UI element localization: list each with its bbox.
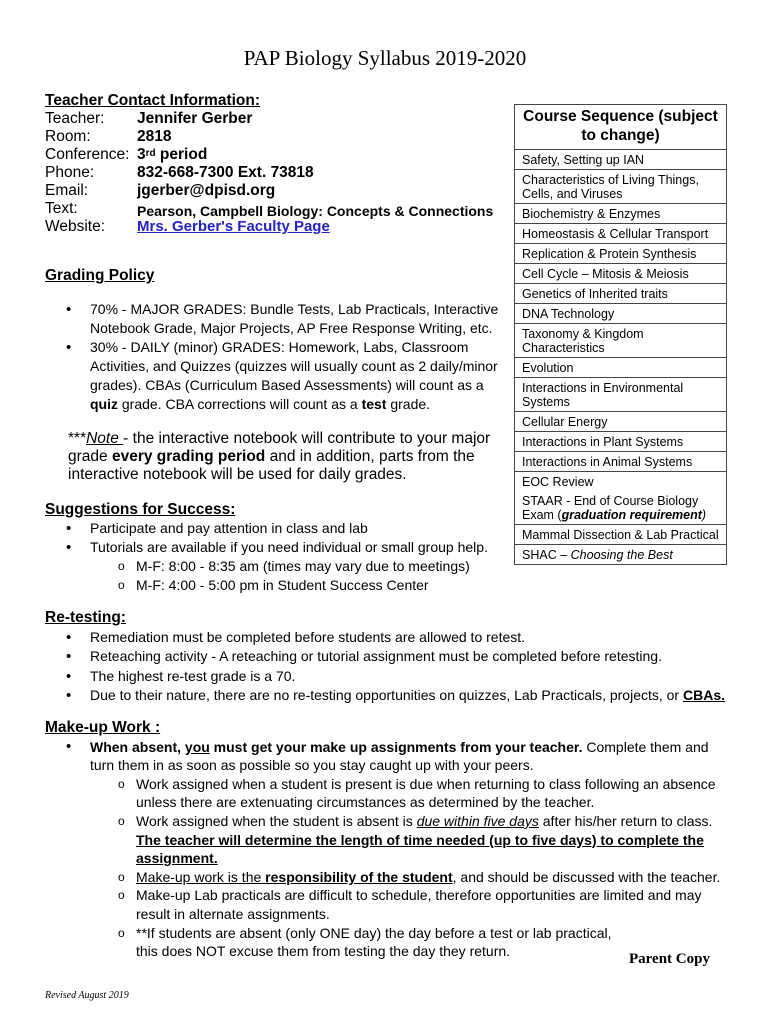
teacher-name: Jennifer Gerber (137, 110, 253, 127)
daily-text-3: grade. (386, 396, 431, 412)
sequence-item: Cellular Energy (515, 412, 726, 432)
staar-text: STAAR - End of Course Biology Exam ( (522, 494, 699, 522)
sequence-item: Homeostasis & Cellular Transport (515, 224, 726, 244)
makeup-text-2: must get your make up assignments from your teacher. (209, 738, 583, 755)
shac-text: SHAC – (522, 548, 571, 562)
suggestion-item: • Tutorials are available if you need individual or small group help. (45, 538, 515, 557)
course-sequence-heading: Course Sequence (subject to change) (515, 105, 726, 150)
phone-label: Phone: (45, 164, 95, 181)
conference-rest: period (155, 146, 208, 163)
teacher-label: Teacher: (45, 110, 105, 127)
note-text-2: and in addition, parts from the interactive notebook will be used for daily grades. (68, 448, 475, 483)
contact-heading: Teacher Contact Information: (45, 92, 261, 109)
sequence-item: Replication & Protein Synthesis (515, 244, 726, 264)
sequence-item: Interactions in Environmental Systems (515, 378, 726, 412)
makeup-sub-text-2: after his/her return to class. (538, 812, 713, 829)
makeup-sub-text-3: Make-up work is the (136, 868, 266, 885)
graduation-requirement: graduation requirement (561, 508, 702, 522)
note-text: - the interactive notebook will contribute to your major grade (68, 430, 491, 465)
makeup-sub-text: Work assigned when the student is absent is (136, 812, 417, 829)
grading-policy-section (45, 266, 505, 414)
text-label: Text: (45, 200, 78, 217)
conference-period (137, 146, 207, 164)
quiz-word: quiz (90, 396, 118, 412)
retest-text: Due to their nature, there are no re-testing opportunities on quizzes, Lab Practicals, projects, or (90, 687, 683, 703)
retest-item: • Remediation must be completed before students are allowed to retest. (45, 628, 745, 648)
notebook-note (68, 430, 508, 484)
email-address: jgerber@dpisd.org (137, 182, 276, 199)
sequence-item: Biochemistry & Enzymes (515, 204, 726, 224)
makeup-sub-text-4: , and should be discussed with the teacher. (452, 868, 721, 885)
grading-item-major: • 70% - MAJOR GRADES: Bundle Tests, Lab Practicals, Interactive Notebook Grade, Major Projects, AP Free Response Writing, etc. (45, 300, 505, 338)
test-word: test (361, 396, 387, 412)
email-label: Email: (45, 182, 89, 199)
five-days: due within five days (416, 812, 539, 829)
retesting-heading: Re-testing: (45, 609, 126, 626)
sequence-item: DNA Technology (515, 304, 726, 324)
teacher-determines: The teacher will determine the length of time needed (up to five days) to complete the assignment. (136, 831, 704, 867)
sequence-item: Genetics of Inherited traits (515, 284, 726, 304)
tutorial-time: o M-F: 4:00 - 5:00 pm in Student Success Center (45, 576, 515, 595)
textbook-name: Pearson, Campbell Biology: Concepts & Connections (137, 203, 494, 219)
retest-item: • The highest re-test grade is a 70. (45, 667, 745, 687)
student-responsibility: responsibility of the student (265, 868, 453, 885)
note-label: Note (86, 430, 124, 447)
makeup-text: When absent, (90, 738, 185, 755)
sequence-item (515, 545, 726, 564)
retest-item (45, 686, 745, 706)
sequence-item: Interactions in Plant Systems (515, 432, 726, 452)
grading-item-daily (45, 338, 505, 414)
makeup-main-item (45, 738, 735, 775)
makeup-heading: Make-up Work : (45, 719, 161, 736)
makeup-sub-item (45, 868, 735, 887)
website-label: Website: (45, 218, 106, 235)
parent-copy-label: Parent Copy (629, 951, 710, 967)
conference-number: 3 (137, 146, 146, 163)
cbas-word: CBAs. (682, 687, 725, 703)
sequence-item: Evolution (515, 358, 726, 378)
note-emphasis: every grading period (111, 448, 266, 465)
teacher-contact (45, 92, 493, 236)
makeup-sub-item: o Make-up Lab practicals are difficult to schedule, therefore opportunities are limited and may result in alternate assignments. (45, 886, 735, 923)
makeup-sub-item (45, 812, 735, 868)
conference-label: Conference: (45, 146, 130, 163)
retest-item: • Reteaching activity - A reteaching or tutorial assignment must be completed before retesting. (45, 647, 745, 667)
daily-text-2: grade. CBA corrections will count as a (118, 396, 362, 412)
sequence-item: Safety, Setting up IAN (515, 150, 726, 170)
room-number: 2818 (137, 128, 172, 145)
sequence-item: Interactions in Animal Systems (515, 452, 726, 472)
note-stars: *** (68, 430, 87, 447)
sequence-item (515, 491, 726, 525)
you-word: you (184, 738, 210, 755)
shac-program: Choosing the Best (570, 548, 673, 562)
room-label: Room: (45, 128, 91, 145)
conference-suffix: rd (145, 148, 156, 159)
sequence-item: Cell Cycle – Mitosis & Meiosis (515, 264, 726, 284)
daily-text: 30% - DAILY (minor) GRADES: Homework, Labs, Classroom Activities, and Quizzes (quizzes will usually count as 2 daily/minor grades). CBAs (Curriculum Based Assessments) will count as a (90, 339, 498, 393)
sequence-item: Taxonomy & Kingdom Characteristics (515, 324, 726, 358)
suggestions-section (45, 500, 515, 595)
retesting-section (45, 608, 745, 706)
page-title: PAP Biology Syllabus 2019-2020 (243, 46, 527, 70)
tutorial-time: o M-F: 8:00 - 8:35 am (times may vary due to meetings) (45, 557, 515, 576)
course-sequence-table (514, 104, 727, 565)
phone-number: 832-668-7300 Ext. 73818 (137, 164, 314, 181)
staar-close: ) (701, 508, 707, 522)
suggestions-heading: Suggestions for Success: (45, 501, 236, 518)
faculty-page-link[interactable]: Mrs. Gerber's Faculty Page (137, 218, 330, 235)
makeup-sub-item: o Work assigned when a student is present is due when returning to class following an absence unless there are extenuating circumstances as determined by the teacher. (45, 775, 735, 812)
sequence-item: Mammal Dissection & Lab Practical (515, 525, 726, 545)
sequence-item: EOC Review (522, 475, 594, 489)
makeup-text-3: Complete them and turn them in as soon as possible so you stay caught up with your peers. (90, 738, 709, 774)
sequence-item: Characteristics of Living Things, Cells, and Viruses (515, 170, 726, 204)
makeup-work-section (45, 719, 735, 961)
grading-policy-heading: Grading Policy (45, 267, 155, 284)
suggestion-item: • Participate and pay attention in class and lab (45, 519, 515, 538)
makeup-sub-item: o **If students are absent (only ONE day) the day before a test or lab practical, this does NOT excuse them from testing the day they return. (45, 924, 735, 961)
revised-date: Revised August 2019 (45, 990, 129, 1001)
